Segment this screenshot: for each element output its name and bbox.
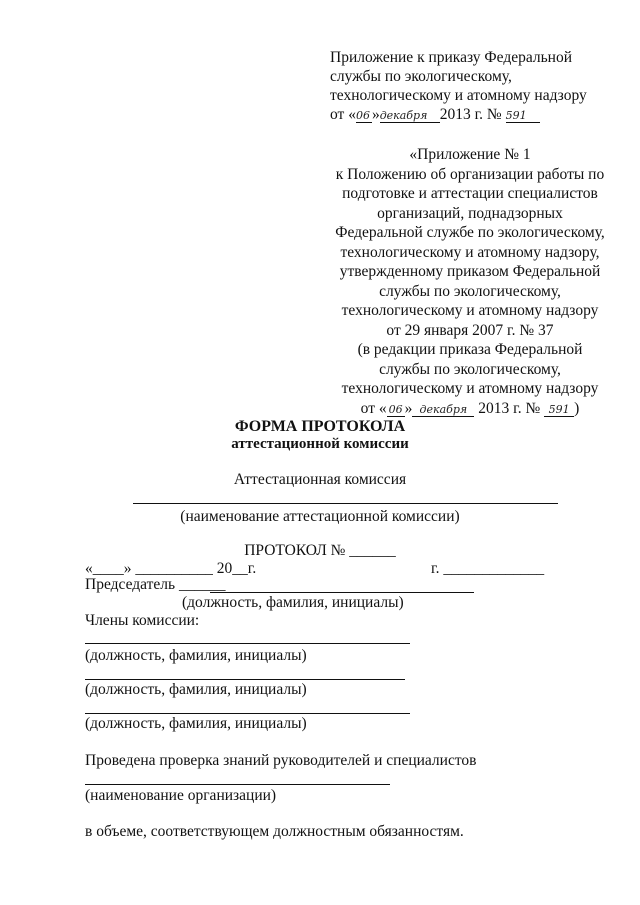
check-text: Проведена проверка знаний руководителей и специалистов bbox=[85, 752, 477, 769]
chair-label: Председатель ______ bbox=[85, 576, 226, 593]
scope-text: в объеме, соответствующем должностным обязанностям. bbox=[85, 823, 464, 840]
annex-last-date-line: от « 06 » декабря 2013 г. № 591 ) bbox=[360, 399, 580, 417]
member-caption: (должность, фамилия, инициалы) bbox=[85, 647, 307, 664]
annex-line: «Приложение № 1 bbox=[409, 146, 531, 163]
members-label: Члены комиссии: bbox=[85, 612, 200, 629]
protocol-date: «____» __________ 20__г. bbox=[85, 560, 257, 577]
order-annex-header bbox=[330, 48, 620, 124]
handwritten-day: 06 bbox=[355, 109, 370, 122]
member-line bbox=[85, 713, 410, 714]
handwritten-day: 06 bbox=[388, 402, 403, 416]
annex-line: утвержденному приказом Федеральной bbox=[339, 263, 601, 280]
header-line-1: Приложение к приказу Федеральной bbox=[330, 49, 573, 66]
header-line-3: технологическому и атомному надзору bbox=[330, 87, 587, 104]
annex-line: (в редакции приказа Федеральной bbox=[357, 341, 583, 358]
header-date-line: от «06 »декабря 2013 г. № 591 bbox=[330, 105, 620, 124]
form-subtitle: аттестационной комиссии bbox=[231, 436, 409, 452]
annex-line: службы по экологическому, bbox=[379, 282, 561, 300]
member-line bbox=[85, 679, 405, 680]
annex-line: технологическому и атомному надзору, bbox=[340, 243, 600, 261]
chair-line bbox=[210, 592, 474, 593]
member-line bbox=[85, 643, 410, 644]
annex-line: Федеральной службе по экологическому, bbox=[335, 224, 605, 241]
member-caption: (должность, фамилия, инициалы) bbox=[85, 681, 307, 698]
annex-line: службы по экологическому, bbox=[379, 360, 561, 378]
annex-line: технологическому и атомному надзору bbox=[341, 380, 599, 397]
commission-label: Аттестационная комиссия bbox=[233, 471, 407, 488]
member-caption: (должность, фамилия, инициалы) bbox=[85, 715, 307, 732]
chair-caption: (должность, фамилия, инициалы) bbox=[182, 594, 404, 611]
annex-line: от 29 января 2007 г. № 37 bbox=[386, 321, 554, 339]
annex-line: технологическому и атомному надзору bbox=[341, 302, 599, 319]
handwritten-order-number: 591 bbox=[506, 109, 540, 123]
handwritten-month: декабря bbox=[412, 403, 474, 417]
form-title: ФОРМА ПРОТОКОЛА bbox=[234, 418, 406, 435]
organization-line bbox=[85, 784, 390, 785]
commission-caption: (наименование аттестационной комиссии) bbox=[180, 508, 460, 525]
annex-block bbox=[330, 145, 610, 418]
protocol-number: ПРОТОКОЛ № ______ bbox=[244, 542, 396, 559]
handwritten-month: декабря bbox=[380, 109, 440, 123]
handwritten-order-number: 591 bbox=[544, 403, 574, 417]
annex-line: к Положению об организации работы по bbox=[335, 165, 605, 183]
annex-line: организаций, поднадзорных bbox=[377, 204, 563, 222]
commission-name-line bbox=[133, 503, 558, 504]
header-line-2: службы по экологическому, bbox=[330, 68, 512, 85]
annex-line: подготовке и аттестации специалистов bbox=[342, 185, 598, 202]
organization-caption: (наименование организации) bbox=[85, 787, 277, 804]
protocol-city: г. _____________ bbox=[431, 560, 545, 577]
